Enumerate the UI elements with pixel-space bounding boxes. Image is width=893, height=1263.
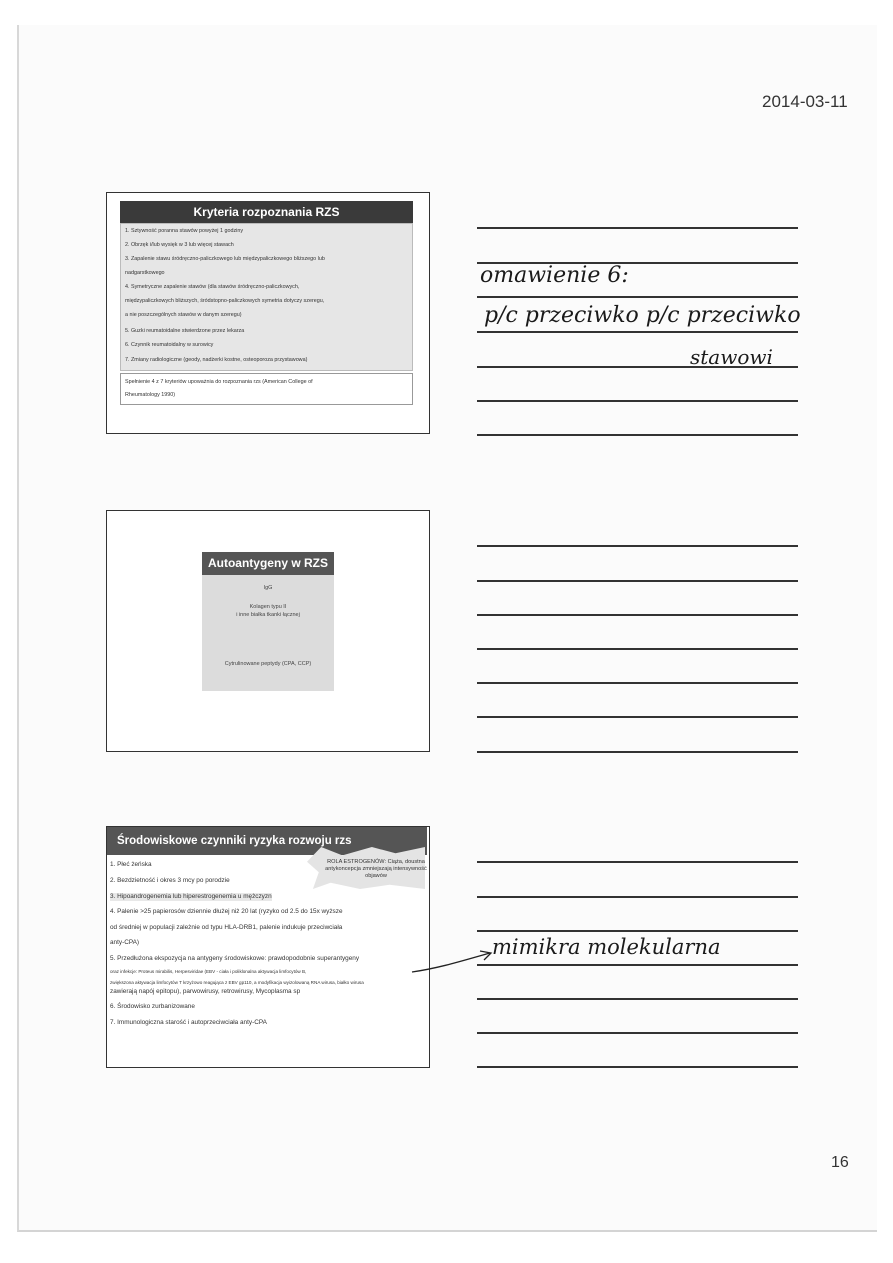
notes-line <box>477 751 798 753</box>
slide-thumbnail-criteria <box>106 192 430 434</box>
page-number: 16 <box>831 1154 849 1171</box>
footnote-line: Rheumatology 1990) <box>125 392 176 398</box>
notes-line <box>477 400 798 402</box>
notes-line <box>477 648 798 650</box>
list-item: 2. Obrzęk i/lub wysięk w 3 lub więcej stawach <box>125 242 234 248</box>
slide-autoantigen-list <box>202 575 334 691</box>
notes-line <box>477 1032 798 1034</box>
list-item: od średniej w populacji zależnie od typu HLA-DRB1, palenie indukuje przeciwciała <box>110 924 343 931</box>
list-item: i inne białka tkanki łącznej <box>236 612 300 618</box>
list-item: 4. Palenie >25 papierosów dziennie dłużej niż 20 lat (ryzyko od 2.5 do 15x wyższe <box>110 908 343 915</box>
list-item: 5. Guzki reumatoidalne stwierdzone przez lekarza <box>125 328 245 334</box>
list-item: 6. Czynnik reumatoidalny w surowicy <box>125 342 214 348</box>
list-item: 3. Zapalenie stawu śródręczno-paliczkowego lub międzypaliczkowego bliższego lub <box>125 256 325 262</box>
list-item: Kolagen typu II <box>249 604 287 610</box>
list-item: 2. Bezdzietność i okres 3 mcy po porodzie <box>110 877 230 884</box>
list-item: 5. Przedłużona ekspozycja na antygeny środowiskowe: prawdopodobnie superantygeny <box>110 955 360 962</box>
slide-thumbnail-autoantigens <box>106 510 430 752</box>
notes-line <box>477 434 798 436</box>
list-item: 6. Środowisko zurbanizowane <box>110 1003 195 1010</box>
page-date: 2014-03-11 <box>762 92 848 111</box>
notes-line <box>477 896 798 898</box>
list-item: anty-CPA) <box>110 939 140 946</box>
notes-line <box>477 682 798 684</box>
slide-footnote-box <box>120 373 413 405</box>
notes-line <box>477 861 798 863</box>
handwritten-note: p/c przeciwko p/c przeciwko <box>484 303 801 328</box>
slide-criteria-list <box>120 223 413 371</box>
notes-line <box>477 716 798 718</box>
notes-line <box>477 227 798 229</box>
list-item: 7. Immunologiczna starość i autoprzeciwciała anty-CPA <box>110 1019 267 1026</box>
list-item: 4. Symetryczne zapalenie stawów (dla stawów śródręczno-paliczkowych, <box>125 284 300 290</box>
callout-estrogen-text: ROLA ESTROGENÓW: Ciąża, doustna antykoncepcja zmniejszają intensywność objawów <box>325 859 427 880</box>
slide-title: Autoantygeny w RZS <box>202 552 334 575</box>
slide-title: Środowiskowe czynniki ryzyka rozwoju rzs <box>107 827 427 855</box>
slide-title: Kryteria rozpoznania RZS <box>120 201 413 223</box>
notes-line <box>477 296 798 298</box>
list-item: 1. Sztywność poranna stawów powyżej 1 godziny <box>125 228 244 234</box>
list-item: zawierają napój epitopu), parwowirusy, retrowirusy, Mycoplasma sp <box>110 988 301 995</box>
notes-line <box>477 1066 798 1068</box>
list-item: IgG <box>263 585 273 591</box>
notes-line <box>477 331 798 333</box>
notes-line <box>477 614 798 616</box>
list-item: zwiększona aktywacja limfocytów T krzyżowo reagująca z EBV gp110, a modyfikacja wyizolowaną RNA wirusa, białko wirusa <box>110 980 364 985</box>
footnote-line: Spełnienie 4 z 7 kryteriów upoważnia do rozpoznania rzs (American College of <box>125 379 313 385</box>
notes-line <box>477 998 798 1000</box>
slide-thumbnail-risk-factors <box>106 826 430 1068</box>
list-item: nadgarstkowego <box>125 270 165 276</box>
handwritten-note: stawowi <box>690 345 773 369</box>
list-item: oraz infekcje: Proteus mirabilis, Herpesviridae (EBV - ciała i poliklonalna aktywacja limfocytów B, <box>110 969 307 974</box>
list-item: Cytrulinowane peptydy (CPA, CCP) <box>224 661 312 667</box>
notes-line <box>477 545 798 547</box>
notes-line <box>477 580 798 582</box>
list-item: 3. Hipoandrogenemia lub hiperestrogenemia u mężczyzn <box>110 893 272 900</box>
list-item: międzypaliczkowych bliższych, śródstopno-paliczkowych symetria dotyczy szeregu, <box>125 298 325 304</box>
handwritten-arrow-icon <box>410 948 495 976</box>
list-item: 1. Płeć żeńska <box>110 861 152 868</box>
handwritten-note: mimikra molekularna <box>492 935 721 959</box>
notes-line <box>477 930 798 932</box>
list-item: 7. Zmiany radiologiczne (geody, nadżerki kostne, osteoporoza przystawowa) <box>125 357 308 363</box>
handwritten-note: omawienie 6: <box>480 263 629 288</box>
list-item: a nie poszczególnych stawów w danym szeregu) <box>125 312 242 318</box>
notes-line <box>477 964 798 966</box>
